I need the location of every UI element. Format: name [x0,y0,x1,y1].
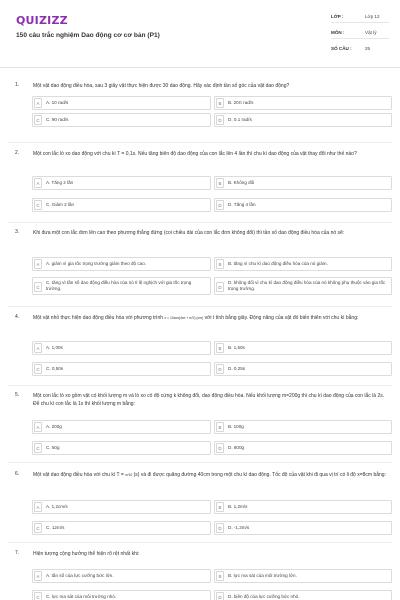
option-text: A. 10 rad/s [46,100,69,105]
option-d[interactable] [214,441,392,455]
question-text [33,314,391,322]
question-text: Một con lắc lò xo dao động với chu kì T = 0,1s. Nếu tăng biên độ dao động của con lắc lên 4 lần thì chu kì dao động của vật thay đổi như thế nào? [33,151,357,157]
question-text: Khi đưa một con lắc đơn lên cao theo phương thẳng đứng (coi chiều dài của con lắc đơn không đổi) thì tần số dao động điều hòa của nó sẽ: [33,230,345,236]
question-text-post: với t tính bằng giây. Động năng của vật đó biến thiên với chu kì bằng: [204,315,359,321]
option-letter: C [34,364,42,374]
option-a[interactable] [32,420,211,434]
option-b[interactable] [214,500,392,514]
option-a[interactable] [32,569,211,583]
option-text: B. 1,50s [228,345,245,350]
divider [8,142,392,143]
option-letter: B [216,259,224,269]
option-c[interactable] [32,362,211,376]
option-letter: D [216,200,224,210]
option-c[interactable] [32,521,211,535]
question-text: Hiện tượng cộng hưởng thể hiện rõ rệt nhất khi: [33,551,140,557]
option-b[interactable] [214,569,392,583]
option-c[interactable] [32,441,211,455]
option-a[interactable] [32,500,211,514]
option-letter: B [216,571,224,581]
option-b[interactable] [214,420,392,434]
meta-count-label: SỐ CÂU : [331,46,352,51]
option-text: D. Tăng 4 lần [228,202,256,207]
option-text: A. 1,2cm/s [46,504,68,509]
meta-count-value: 25 [365,46,371,51]
option-letter: D [216,282,224,292]
option-a[interactable] [32,257,211,271]
question-text-pre: Một vật nhỏ thực hiện dao động điều hòa với phương trình [33,315,164,321]
option-text: A. giảm vì gia tốc trọng trường giảm theo độ cao. [46,261,147,266]
option-text: C. 12m/s [46,525,65,530]
option-letter: C [34,592,42,600]
option-a[interactable] [32,176,211,190]
option-b[interactable] [214,341,392,355]
option-text: B. 100g [228,424,244,429]
option-letter: C [34,200,42,210]
option-letter: A [34,571,42,581]
option-c[interactable] [32,113,211,127]
option-letter: A [34,343,42,353]
option-letter: C [34,523,42,533]
option-letter: A [34,422,42,432]
meta-subject-label: MÔN : [331,30,345,35]
formula: x = 10cos(4πt + π/2) (cm) [164,316,204,320]
option-text: B. Không đổi [228,180,255,185]
option-text: D. -1,2m/s [228,525,250,530]
option-letter: C [34,443,42,453]
page-title: 150 câu trắc nghiệm Dao động cơ cơ bản (P1) [16,32,160,39]
question-text-pre: Một vật dao động điều hòa với chu kì T = [33,472,124,478]
option-letter: D [216,115,224,125]
option-d[interactable] [214,362,392,376]
option-text: C. lực ma sát của môi trường nhỏ. [46,594,117,599]
option-letter: B [216,422,224,432]
option-letter: D [216,364,224,374]
option-letter: A [34,502,42,512]
option-letter: C [34,115,42,125]
meta-subject-value: Vật lý [365,30,377,35]
option-d[interactable] [214,113,392,127]
option-text: A. 1,00s [46,345,63,350]
divider [8,222,392,223]
option-letter: B [216,178,224,188]
option-text: A. tần số của lực cưỡng bức lớn. [46,573,114,578]
formula: π/10 [125,473,133,477]
option-letter: A [34,98,42,108]
option-text: D. không đổi vì chu kì dao động điều hòa của nó không phụ thuộc vào gia tốc trọng trường. [228,280,386,291]
option-c[interactable] [32,277,211,295]
option-letter: B [216,502,224,512]
question-text [33,471,391,479]
option-text: C. tăng vì tần số dao động điều hòa của nó tỉ lệ nghịch với gia tốc trọng trường. [46,280,192,291]
option-a[interactable] [32,341,211,355]
option-letter: D [216,523,224,533]
option-text: A. 200g [46,424,62,429]
divider [331,22,389,23]
question-text: Một vật dao động điều hòa, sau 3 giây vật thực hiện được 30 dao động. Hãy xác định tần số góc của vật dao động? [33,83,290,89]
option-text: D. 800g [228,445,245,450]
option-letter: A [34,259,42,269]
option-text: D. biên độ của lực cưỡng bức nhỏ. [228,594,300,599]
option-letter: A [34,178,42,188]
divider [8,542,392,543]
option-d[interactable] [214,590,392,600]
question-number: 6. [15,471,20,477]
option-d[interactable] [214,521,392,535]
option-c[interactable] [32,198,211,212]
option-text: B. lực ma sát của môi trường lớn. [228,573,297,578]
option-text: B. tăng vì chu kì dao động điều hòa của nó giảm. [228,261,328,266]
option-text: C. 90 rad/s [46,117,69,122]
question-text-post: (s) và đi được quãng đường 40cm trong một chu kì dao động. Tốc độ của vật khi đi qua vị trí có li độ x=8cm bằng: [133,472,386,478]
question-number: 7. [15,550,20,556]
option-letter: B [216,98,224,108]
quizizz-logo[interactable]: QUIZIZZ [16,14,68,27]
option-d[interactable] [214,277,392,295]
question-number: 3. [15,229,20,235]
meta-class-value: Lớp 12 [365,14,380,19]
option-letter: D [216,443,224,453]
question-number: 4. [15,314,20,320]
meta-class-label: LỚP : [331,14,344,19]
option-letter: B [216,343,224,353]
option-b[interactable] [214,257,392,271]
question-number: 2. [15,150,20,156]
page-header [0,0,400,68]
option-b[interactable] [214,176,392,190]
question-number: 1. [15,82,20,88]
option-c[interactable] [32,590,211,600]
option-text: A. Tăng 2 lần [46,180,74,185]
divider [8,462,392,463]
option-d[interactable] [214,198,392,212]
divider [8,385,392,386]
option-a[interactable] [32,96,211,110]
option-text: D. 0.1 rad/s [228,117,252,122]
question-number: 5. [15,392,20,398]
option-letter: D [216,592,224,600]
option-text: B. 20π rad/s [228,100,254,105]
option-text: C. 50g [46,445,60,450]
option-text: B. 1,2m/s [228,504,248,509]
question-text: Một con lắc lò xo gồm vật có khối lượng m và lò xo có độ cứng k không đổi, dao động điều hòa. Nếu khối lượng m=200g thì chu kì dao động của con lắc là 2s. Để chu kì con lắc là 1s thì khối lượng m bằng: [33,393,385,407]
divider [331,38,389,39]
option-b[interactable] [214,96,392,110]
option-text: C. Giảm 2 lần [46,202,75,207]
option-text: C. 0,50s [46,366,64,371]
option-letter: C [34,282,42,292]
divider [8,306,392,307]
option-text: D. 0,25s [228,366,246,371]
